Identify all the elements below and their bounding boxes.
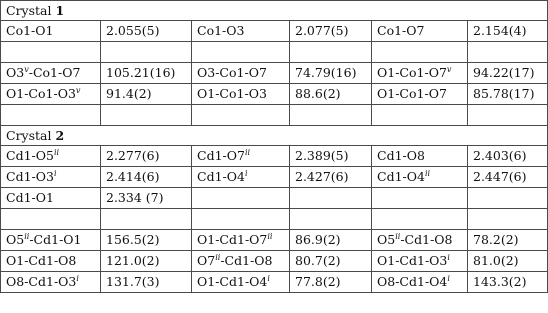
table-cell: 81.0(2) <box>468 251 548 272</box>
table-cell <box>192 188 290 209</box>
crystal-2-header-row <box>1 126 548 146</box>
table-cell: 143.3(2) <box>468 272 548 293</box>
table-cell: O8-Cd1-O3$^i$ <box>1 272 101 293</box>
table-cell: O1-Cd1-O3$^i$ <box>372 251 468 272</box>
table-cell: O1-Co1-O3$^v$ <box>1 84 101 105</box>
crystal-1-title: Crystal 1 <box>1 1 548 21</box>
table-cell: Cd1-O4$^{ii}$ <box>372 167 468 188</box>
table-cell: Co1-O3 <box>192 21 290 42</box>
table-row <box>1 21 548 42</box>
table-cell: 85.78(17) <box>468 84 548 105</box>
table-cell: Cd1-O7$^{ii}$ <box>192 146 290 167</box>
table-row <box>1 146 548 167</box>
table-cell <box>468 188 548 209</box>
crystal-1-header-row <box>1 1 548 21</box>
table-cell: O8-Cd1-O4$^i$ <box>372 272 468 293</box>
table-cell: Co1-O1 <box>1 21 101 42</box>
table-cell: O3-Co1-O7 <box>192 63 290 84</box>
table-cell: O3$^v$-Co1-O7 <box>1 63 101 84</box>
table-cell: 2.427(6) <box>290 167 372 188</box>
table-cell: O1-Co1-O3 <box>192 84 290 105</box>
table-cell: 2.414(6) <box>101 167 192 188</box>
table-row <box>1 167 548 188</box>
table-cell: Cd1-O5$^{ii}$ <box>1 146 101 167</box>
table-cell: Cd1-O3$^i$ <box>1 167 101 188</box>
table-cell: 2.389(5) <box>290 146 372 167</box>
table-cell: 121.0(2) <box>101 251 192 272</box>
empty-row <box>1 105 548 126</box>
table-row <box>1 63 548 84</box>
table-cell: 91.4(2) <box>101 84 192 105</box>
table-cell: O1-Co1-O7$^v$ <box>372 63 468 84</box>
empty-row <box>1 42 548 63</box>
table-cell <box>290 188 372 209</box>
table-cell: Cd1-O4$^i$ <box>192 167 290 188</box>
table-cell: O1-Cd1-O7$^{ii}$ <box>192 230 290 251</box>
crystal-2-title: Crystal 2 <box>1 126 548 146</box>
table-cell: O7$^{ii}$-Cd1-O8 <box>192 251 290 272</box>
table-cell: Cd1-O1 <box>1 188 101 209</box>
table-cell: 78.2(2) <box>468 230 548 251</box>
table-row <box>1 188 548 209</box>
table-row <box>1 84 548 105</box>
table-cell: 2.077(5) <box>290 21 372 42</box>
table-cell: 86.9(2) <box>290 230 372 251</box>
table-cell: 2.403(6) <box>468 146 548 167</box>
table-cell: 80.7(2) <box>290 251 372 272</box>
table-cell: Co1-O7 <box>372 21 468 42</box>
table-row <box>1 272 548 293</box>
table-cell: Cd1-O8 <box>372 146 468 167</box>
table-cell: O1-Cd1-O4$^i$ <box>192 272 290 293</box>
table-cell: 74.79(16) <box>290 63 372 84</box>
table-cell: O1-Co1-O7 <box>372 84 468 105</box>
table-cell: 131.7(3) <box>101 272 192 293</box>
table-cell: 2.334 (7) <box>101 188 192 209</box>
table-cell: 94.22(17) <box>468 63 548 84</box>
table-cell <box>372 188 468 209</box>
table-cell: O5$^{ii}$-Cd1-O1 <box>1 230 101 251</box>
table-cell: 2.447(6) <box>468 167 548 188</box>
table-cell: O5$^{ii}$-Cd1-O8 <box>372 230 468 251</box>
table-cell: 88.6(2) <box>290 84 372 105</box>
table-row <box>1 230 548 251</box>
table-cell: 2.154(4) <box>468 21 548 42</box>
table-cell: 105.21(16) <box>101 63 192 84</box>
table-cell: 2.277(6) <box>101 146 192 167</box>
table-cell: 77.8(2) <box>290 272 372 293</box>
empty-row <box>1 209 548 230</box>
table-cell: 2.055(5) <box>101 21 192 42</box>
table-cell: 156.5(2) <box>101 230 192 251</box>
table-row <box>1 251 548 272</box>
table-cell: O1-Cd1-O8 <box>1 251 101 272</box>
